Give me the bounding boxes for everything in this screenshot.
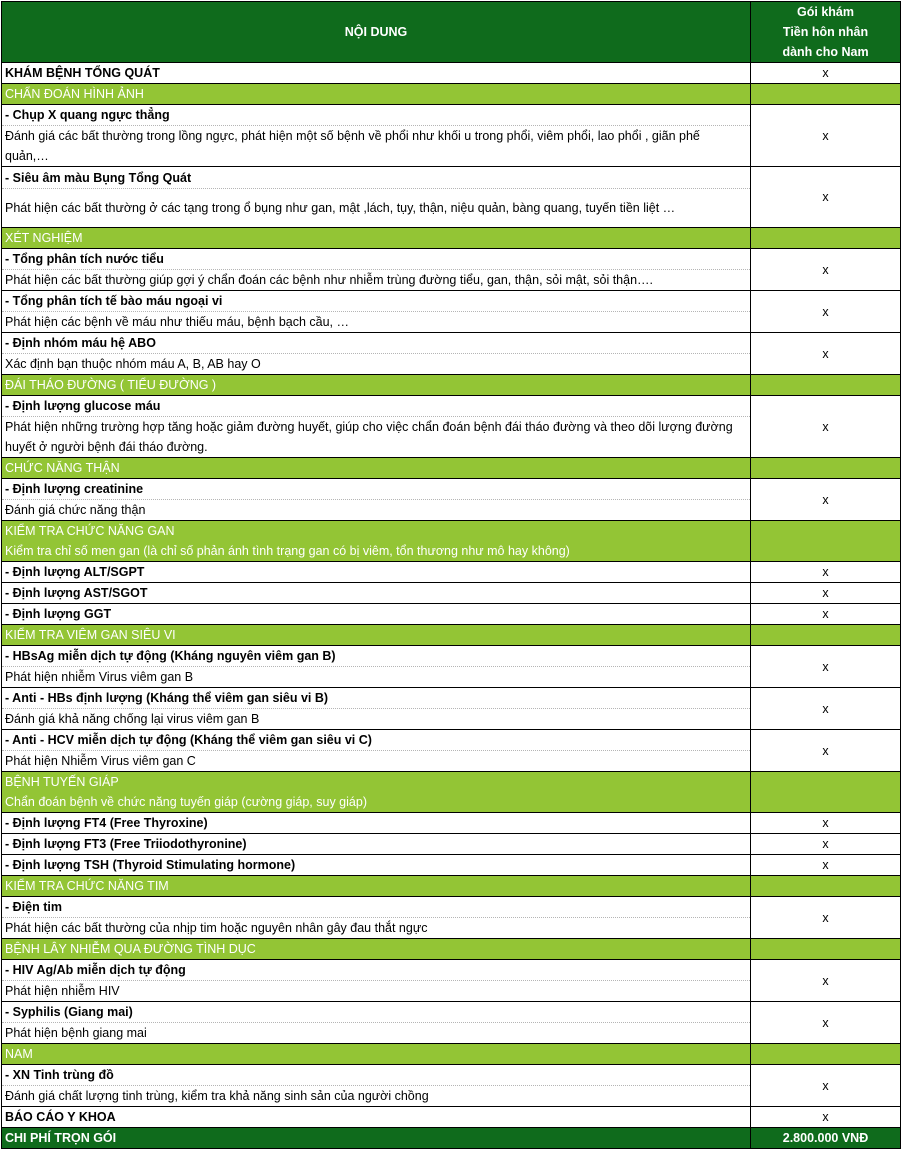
table-row <box>2 333 901 375</box>
item-description: Phát hiện các bất thường của nhịp tim hoặc nguyên nhân gây đau thắt ngực <box>5 921 428 935</box>
section-filler <box>751 375 901 396</box>
table-row <box>2 855 901 876</box>
section-row <box>2 1044 901 1065</box>
section-filler <box>751 458 901 479</box>
item-cell <box>2 479 751 521</box>
section-filler <box>751 228 901 249</box>
included-mark: x <box>751 688 901 730</box>
included-mark: x <box>751 105 901 167</box>
row-label: KHÁM BỆNH TỔNG QUÁT <box>2 63 751 84</box>
item-description: Xác định bạn thuộc nhóm máu A, B, AB hay O <box>5 357 261 371</box>
included-mark: x <box>751 604 901 625</box>
section-row <box>2 521 901 562</box>
table-row <box>2 249 901 291</box>
item-name: - Định lượng AST/SGOT <box>2 583 751 604</box>
package-table <box>1 1 901 1149</box>
section-title: KIỂM TRA CHỨC NĂNG GAN <box>5 524 175 538</box>
item-cell <box>2 291 751 333</box>
section-filler <box>751 521 901 562</box>
included-mark: x <box>751 1065 901 1107</box>
item-cell <box>2 249 751 291</box>
item-name: - Tổng phân tích nước tiểu <box>2 249 750 270</box>
item-description: Đánh giá các bất thường trong lồng ngực, phát hiện một số bệnh về phổi như khối u trong phổi, viêm phổi, lao phổi , giãn phế quản,… <box>5 129 700 163</box>
table-row <box>2 1065 901 1107</box>
item-name: - Định lượng creatinine <box>2 479 750 500</box>
section-title: ĐÁI THÁO ĐƯỜNG ( TIỂU ĐƯỜNG ) <box>2 375 751 396</box>
table-row <box>2 583 901 604</box>
item-cell <box>2 105 751 167</box>
section-description: Chẩn đoán bệnh về chức năng tuyến giáp (cường giáp, suy giáp) <box>5 795 367 809</box>
total-row <box>2 1128 901 1149</box>
table-row <box>2 897 901 939</box>
table-row <box>2 1107 901 1128</box>
included-mark: x <box>751 1002 901 1044</box>
item-cell <box>2 960 751 1002</box>
item-cell <box>2 396 751 458</box>
item-description: Phát hiện các bệnh về máu như thiếu máu, bệnh bạch cầu, … <box>5 315 350 329</box>
section-cell <box>2 521 751 562</box>
item-name: - Định lượng TSH (Thyroid Stimulating hormone) <box>2 855 751 876</box>
included-mark: x <box>751 897 901 939</box>
table-row <box>2 562 901 583</box>
package-header-line1: Gói khám <box>797 5 854 19</box>
item-cell <box>2 688 751 730</box>
item-description: Phát hiện những trường hợp tăng hoặc giảm đường huyết, giúp cho việc chẩn đoán bệnh đái tháo đường và theo dõi lượng đường huyết ở người bệnh đái tháo đường. <box>5 420 733 454</box>
table-row <box>2 730 901 772</box>
item-name: - Chụp X quang ngực thẳng <box>2 105 750 126</box>
item-cell <box>2 730 751 772</box>
section-title: KIỂM TRA CHỨC NĂNG TIM <box>2 876 751 897</box>
section-row <box>2 939 901 960</box>
table-row <box>2 1002 901 1044</box>
included-mark: x <box>751 1107 901 1128</box>
included-mark: x <box>751 730 901 772</box>
section-row <box>2 375 901 396</box>
section-title: CHỨC NĂNG THẬN <box>2 458 751 479</box>
item-cell <box>2 333 751 375</box>
item-name: - Định lượng FT3 (Free Triiodothyronine) <box>2 834 751 855</box>
section-row <box>2 876 901 897</box>
item-description: Phát hiện Nhiễm Virus viêm gan C <box>5 754 196 768</box>
section-title: KIỂM TRA VIÊM GAN SIÊU VI <box>2 625 751 646</box>
item-description: Phát hiện nhiễm HIV <box>5 984 120 998</box>
section-title: CHẨN ĐOÁN HÌNH ẢNH <box>2 84 751 105</box>
item-name: - Syphilis (Giang mai) <box>2 1002 750 1023</box>
included-mark: x <box>751 562 901 583</box>
section-description: Kiểm tra chỉ số men gan (là chỉ số phản ánh tình trạng gan có bị viêm, tổn thương như mô hay không) <box>5 544 570 558</box>
section-cell <box>2 772 751 813</box>
item-name: - Anti - HBs định lượng (Kháng thể viêm gan siêu vi B) <box>2 688 750 709</box>
included-mark: x <box>751 855 901 876</box>
table-row <box>2 688 901 730</box>
included-mark: x <box>751 333 901 375</box>
section-row <box>2 228 901 249</box>
item-name: - HBsAg miễn dịch tự động (Kháng nguyên viêm gan B) <box>2 646 750 667</box>
table-row <box>2 396 901 458</box>
table-header-row <box>2 2 901 63</box>
section-filler <box>751 1044 901 1065</box>
item-cell <box>2 1002 751 1044</box>
included-mark: x <box>751 960 901 1002</box>
included-mark: x <box>751 834 901 855</box>
item-name: - Định lượng glucose máu <box>2 396 750 417</box>
section-filler <box>751 939 901 960</box>
item-description: Phát hiện bệnh giang mai <box>5 1026 147 1040</box>
section-title: NAM <box>2 1044 751 1065</box>
item-name: - Định lượng GGT <box>2 604 751 625</box>
section-filler <box>751 772 901 813</box>
section-row <box>2 84 901 105</box>
row-label: BÁO CÁO Y KHOA <box>2 1107 751 1128</box>
item-name: - Định nhóm máu hệ ABO <box>2 333 750 354</box>
package-header-line2: Tiền hôn nhân <box>782 25 869 39</box>
item-name: - Tổng phân tích tế bào máu ngoại vi <box>2 291 750 312</box>
included-mark: x <box>751 646 901 688</box>
section-filler <box>751 625 901 646</box>
item-name: - Định lượng ALT/SGPT <box>2 562 751 583</box>
item-cell <box>2 1065 751 1107</box>
table-row <box>2 834 901 855</box>
section-row <box>2 772 901 813</box>
table-row <box>2 167 901 228</box>
included-mark: x <box>751 813 901 834</box>
section-filler <box>751 876 901 897</box>
section-title: XÉT NGHIỆM <box>2 228 751 249</box>
table-row <box>2 105 901 167</box>
item-name: - Anti - HCV miễn dịch tự động (Kháng thể viêm gan siêu vi C) <box>2 730 750 751</box>
item-description: Phát hiện các bất thường giúp gợi ý chẩn đoán các bệnh như nhiễm trùng đường tiểu, gan, thận, sỏi mật, sỏi thận…. <box>5 273 654 287</box>
item-name: - XN Tinh trùng đồ <box>2 1065 750 1086</box>
item-name: - Định lượng FT4 (Free Thyroxine) <box>2 813 751 834</box>
item-cell <box>2 897 751 939</box>
included-mark: x <box>751 63 901 84</box>
included-mark: x <box>751 167 901 228</box>
table-row <box>2 813 901 834</box>
item-description: Đánh giá chất lượng tinh trùng, kiểm tra khả năng sinh sản của người chồng <box>5 1089 429 1103</box>
table-row <box>2 63 901 84</box>
item-name: - Điện tim <box>2 897 750 918</box>
package-header-line3: dành cho Nam <box>782 45 869 59</box>
section-row <box>2 625 901 646</box>
included-mark: x <box>751 291 901 333</box>
table-row <box>2 646 901 688</box>
section-title: BỆNH TUYẾN GIÁP <box>5 775 119 789</box>
total-label: CHI PHÍ TRỌN GÓI <box>2 1128 751 1149</box>
included-mark: x <box>751 583 901 604</box>
section-filler <box>751 84 901 105</box>
package-column-header <box>751 2 901 63</box>
item-description: Phát hiện nhiễm Virus viêm gan B <box>5 670 194 684</box>
item-cell <box>2 167 751 228</box>
item-description: Đánh giá khả năng chống lại virus viêm gan B <box>5 712 260 726</box>
included-mark: x <box>751 479 901 521</box>
table-row <box>2 291 901 333</box>
total-price: 2.800.000 VNĐ <box>751 1128 901 1149</box>
item-description: Đánh giá chức năng thận <box>5 503 146 517</box>
section-row <box>2 458 901 479</box>
table-row <box>2 960 901 1002</box>
included-mark: x <box>751 396 901 458</box>
item-name: - Siêu âm màu Bụng Tổng Quát <box>2 168 750 189</box>
table-row <box>2 604 901 625</box>
item-cell <box>2 646 751 688</box>
included-mark: x <box>751 249 901 291</box>
item-name: - HIV Ag/Ab miễn dịch tự động <box>2 960 750 981</box>
table-row <box>2 479 901 521</box>
item-description: Phát hiện các bất thường ở các tạng trong ổ bụng như gan, mật ,lách, tụy, thận, niệu quản, bàng quang, tuyến tiền liệt … <box>5 200 676 215</box>
content-column-header: NỘI DUNG <box>2 2 751 63</box>
section-title: BỆNH LÂY NHIỄM QUA ĐƯỜNG TÌNH DỤC <box>2 939 751 960</box>
